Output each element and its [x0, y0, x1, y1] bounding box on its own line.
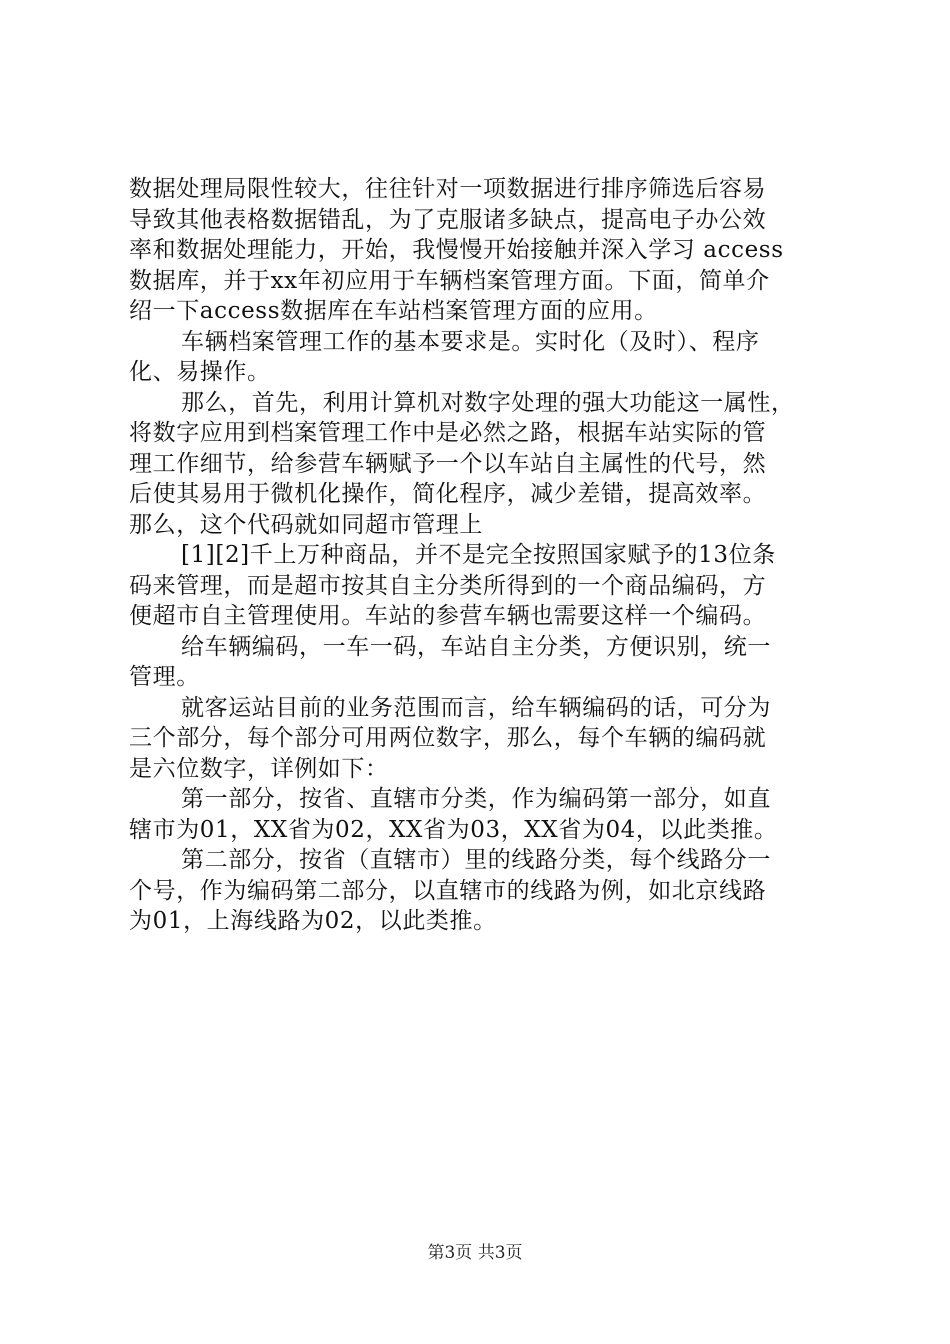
text-line: 理工作细节，给参营车辆赋予一个以车站自主属性的代号，然: [129, 450, 767, 477]
document-body: [129, 174, 829, 937]
text-line: 辖市为01，XX省为02，XX省为03，XX省为04，以此类推。: [129, 816, 778, 843]
text-line: 码来管理，而是超市按其自主分类所得到的一个商品编码，方: [129, 572, 767, 599]
text-line: 车辆档案管理工作的基本要求是。实时化（及时）、程序: [181, 328, 760, 355]
text-line: 个号，作为编码第二部分，以直辖市的线路为例，如北京线路: [129, 877, 767, 904]
text-line: [1][2]千上万种商品，并不是完全按照国家赋予的13位条: [181, 542, 776, 568]
text-line: 就客运站目前的业务范围而言，给车辆编码的话，可分为: [181, 694, 771, 721]
text-line: 为01，上海线路为02，以此类推。: [129, 908, 497, 934]
page-footer: [0, 1242, 950, 1264]
text-line: 那么，这个代码就如同超市管理上: [129, 511, 483, 538]
text-line: 给车辆编码，一车一码，车站自主分类，方便识别，统一: [181, 633, 771, 660]
text-line: 那么，首先，利用计算机对数字处理的强大功能这一属性，: [181, 389, 795, 416]
text-line: 管理。: [129, 664, 200, 690]
text-line: 三个部分，每个部分可用两位数字，那么，每个车辆的编码就: [129, 725, 767, 751]
text-line: 化、易操作。: [129, 359, 271, 385]
text-line: 率和数据处理能力，开始，我慢慢开始接触并深入学习 access: [129, 237, 784, 263]
text-line: 绍一下access数据库在车站档案管理方面的应用。: [129, 298, 658, 324]
text-line: 数据处理局限性较大，往往针对一项数据进行排序筛选后容易: [129, 176, 767, 202]
text-line: 导致其他表格数据错乱，为了克服诸多缺点，提高电子办公效: [129, 206, 767, 233]
text-line: 是六位数字，详例如下：: [129, 755, 389, 782]
text-line: 后使其易用于微机化操作，简化程序，减少差错，提高效率。: [129, 481, 767, 507]
text-line: 将数字应用到档案管理工作中是必然之路，根据车站实际的管: [129, 420, 767, 446]
text-line: 第一部分，按省、直辖市分类，作为编码第一部分，如直: [181, 786, 771, 812]
text-line: 第二部分，按省（直辖市）里的线路分类，每个线路分一: [181, 847, 771, 873]
page-number: 第3页 共3页: [427, 1243, 523, 1263]
text-line: 便超市自主管理使用。车站的参营车辆也需要这样一个编码。: [129, 603, 767, 629]
text-line: 数据库，并于xx年初应用于车辆档案管理方面。下面，简单介: [129, 267, 770, 294]
